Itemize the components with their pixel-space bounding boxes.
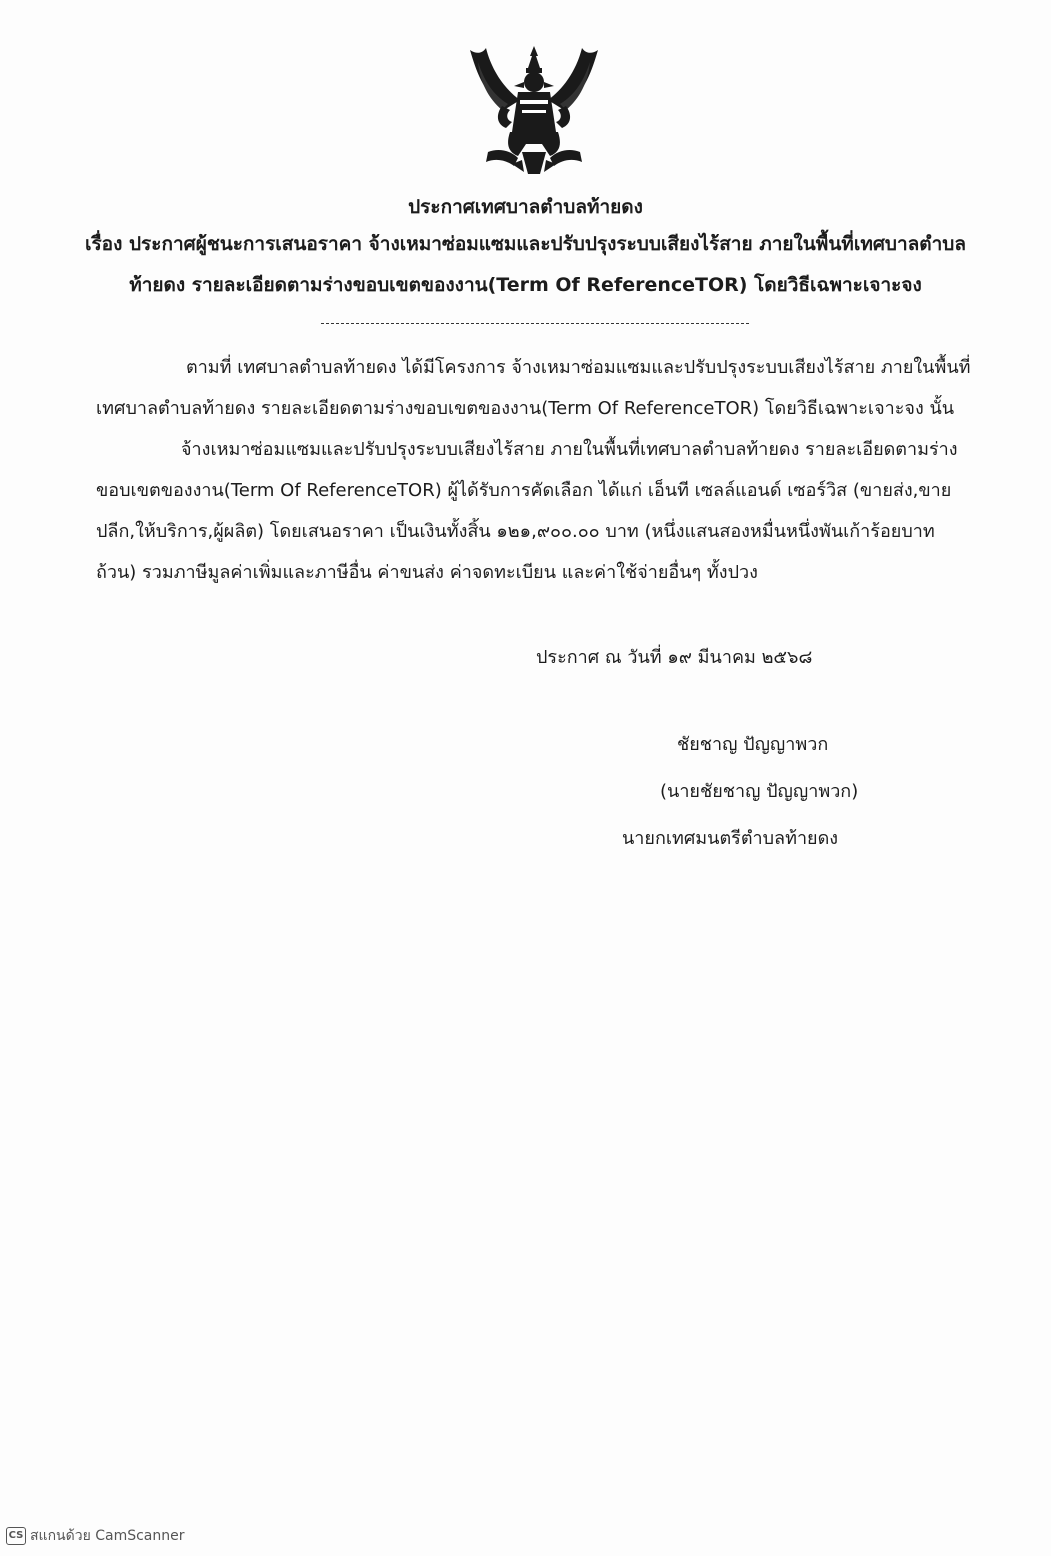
- signer-full-name: (นายชัยชาญ ปัญญาพวก): [660, 781, 859, 802]
- body-line-3: จ้างเหมาซ่อมแซมและปรับปรุงระบบเสียงไร้สาย ภายในพื้นที่เทศบาลตำบลท้ายดง รายละเอียดตามร่าง: [181, 439, 958, 460]
- camscanner-watermark: [6, 1527, 185, 1545]
- signature: ชัยชาญ ปัญญาพวก: [677, 734, 829, 755]
- camscanner-logo-icon: CS: [6, 1527, 26, 1545]
- garuda-emblem-icon: [462, 40, 606, 182]
- signer-position: นายกเทศมนตรีตำบลท้ายดง: [622, 828, 839, 849]
- body-line-2: เทศบาลตำบลท้ายดง รายละเอียดตามร่างขอบเขตของงาน(Term Of ReferenceTOR) โดยวิธีเฉพาะเจาะจง นั้น: [96, 398, 955, 419]
- subject-line-2: ท้ายดง รายละเอียดตามร่างขอบเขตของงาน(Term Of ReferenceTOR) โดยวิธีเฉพาะเจาะจง: [129, 274, 922, 296]
- announcement-date: ประกาศ ณ วันที่ ๑๙ มีนาคม ๒๕๖๘: [536, 647, 813, 668]
- body-line-5: ปลีก,ให้บริการ,ผู้ผลิต) โดยเสนอราคา เป็นเงินทั้งสิ้น ๑๒๑,๙๐๐.๐๐ บาท (หนึ่งแสนสองหมื่นหนึ่งพันเก้าร้อยบาท: [96, 521, 935, 542]
- body-line-6: ถ้วน) รวมภาษีมูลค่าเพิ่มและภาษีอื่น ค่าขนส่ง ค่าจดทะเบียน และค่าใช้จ่ายอื่นๆ ทั้งปวง: [96, 562, 758, 583]
- body-line-1: ตามที่ เทศบาลตำบลท้ายดง ได้มีโครงการ จ้างเหมาซ่อมแซมและปรับปรุงระบบเสียงไร้สาย ภายในพื้นที่: [186, 357, 971, 378]
- watermark-text: สแกนด้วย CamScanner: [30, 1528, 185, 1544]
- separator-rule: [321, 323, 749, 324]
- subject-line-1: เรื่อง ประกาศผู้ชนะการเสนอราคา จ้างเหมาซ่อมแซมและปรับปรุงระบบเสียงไร้สาย ภายในพื้นที่เทศบาลตำบล: [84, 233, 966, 255]
- announcement-title: ประกาศเทศบาลตำบลท้ายดง: [408, 196, 643, 218]
- body-line-4: ขอบเขตของงาน(Term Of ReferenceTOR) ผู้ได้รับการคัดเลือก ได้แก่ เอ็นที เซลล์แอนด์ เซอร์วิส (ขายส่ง,ขาย: [96, 480, 952, 501]
